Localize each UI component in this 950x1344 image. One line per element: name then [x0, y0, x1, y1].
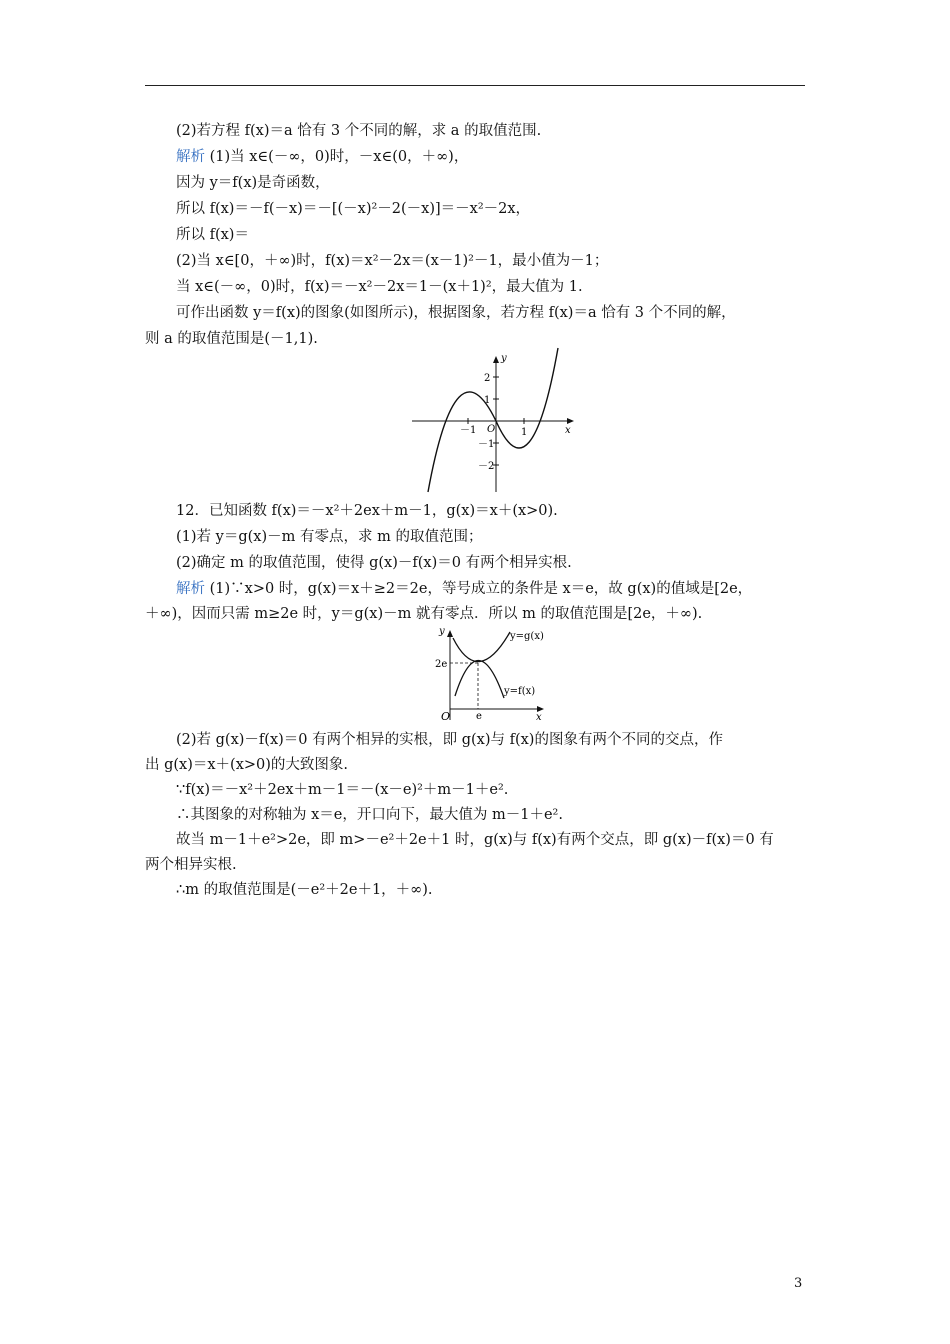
text-line-9: 则 a 的取值范围是(－1,1). [145, 331, 318, 347]
text-line-14: ＋∞)，因而只需 m≥2e 时，y＝g(x)－m 就有零点．所以 m 的取值范围是[2e，＋∞). [145, 606, 703, 622]
text-line-10: 12．已知函数 f(x)＝－x²＋2ex＋m－1，g(x)＝x＋(x>0). [176, 503, 558, 519]
text-line-8: 可作出函数 y＝f(x)的图象(如图所示)，根据图象，若方程 f(x)＝a 恰有 3 个不同的解， [176, 305, 736, 321]
text-line-15: (2)若 g(x)－f(x)＝0 有两个相异的实根，即 g(x)与 f(x)的图象有两个不同的交点，作 [176, 732, 723, 748]
fig1-origin: O [487, 424, 496, 435]
text-line-2: 解析 (1)当 x∈(－∞，0)时，－x∈(0，＋∞)， [176, 149, 469, 165]
text-line-3: 因为 y＝f(x)是奇函数， [176, 175, 330, 191]
fig2-xtick-e: e [476, 711, 482, 722]
fig1-ytick-neg1: －1 [478, 439, 495, 450]
text-line-6: (2)当 x∈[0，＋∞)时，f(x)＝x²－2x＝(x－1)²－1，最小值为－1； [176, 253, 609, 269]
text-line-20: 两个相异实根. [145, 857, 237, 873]
figure-odd-function [410, 346, 576, 494]
analysis-keyword: 解析 [176, 149, 205, 165]
fig1-xtick-neg1: －1 [460, 425, 477, 436]
text-line-1: (2)若方程 f(x)＝a 恰有 3 个不同的解，求 a 的取值范围. [176, 123, 542, 139]
fig1-y-label: y [501, 353, 507, 364]
text-line-13: 解析 (1)∵x>0 时，g(x)＝x＋≥2＝2e，等号成立的条件是 x＝e，故 g(x)的值域是[2e， [176, 581, 753, 597]
text-line-17: ∵f(x)＝－x²＋2ex＋m－1＝－(x－e)²＋m－1＋e². [176, 782, 509, 798]
fig1-x-label: x [565, 425, 571, 436]
figure-g-and-f [430, 622, 552, 722]
header-rule [145, 85, 805, 86]
fig1-ytick-1: 1 [484, 395, 491, 406]
text-line-12: (2)确定 m 的取值范围，使得 g(x)－f(x)＝0 有两个相异实根. [176, 555, 572, 571]
fig2-g-curve [453, 632, 510, 662]
fig1-ytick-neg2: －2 [478, 461, 495, 472]
page-number: 3 [794, 1276, 803, 1291]
fig1-x-arrow [567, 418, 574, 424]
fig2-origin: O [441, 710, 451, 722]
fig2-g-label: y=g(x) [510, 631, 544, 642]
fig2-x-label: x [536, 712, 542, 722]
fig1-y-arrow [493, 356, 499, 363]
analysis-keyword: 解析 [176, 581, 205, 597]
fig2-ytick-2e: 2e [435, 659, 448, 670]
fig2-f-label: y=f(x) [504, 686, 536, 697]
text-line-21: ∴m 的取值范围是(－e²＋2e＋1，＋∞). [176, 882, 433, 898]
fig1-xtick-1: 1 [521, 427, 528, 438]
fig2-f-curve [455, 660, 504, 698]
text-line-7: 当 x∈(－∞，0)时，f(x)＝－x²－2x＝1－(x＋1)²，最大值为 1. [176, 279, 583, 295]
text-line-16: 出 g(x)＝x＋(x>0)的大致图象. [145, 757, 349, 773]
text-line-4: 所以 f(x)＝－f(－x)＝－[(－x)²－2(－x)]＝－x²－2x， [176, 201, 531, 217]
text-line-19: 故当 m－1＋e²>2e，即 m>－e²＋2e＋1 时，g(x)与 f(x)有两个交点，即 g(x)－f(x)＝0 有 [176, 832, 774, 848]
text-line-18: ∴其图象的对称轴为 x＝e，开口向下，最大值为 m－1＋e². [176, 807, 563, 823]
fig1-ytick-2: 2 [484, 373, 491, 384]
fig2-y-label: y [439, 626, 445, 637]
text-line-11: (1)若 y＝g(x)－m 有零点，求 m 的取值范围； [176, 529, 483, 545]
text-line-5: 所以 f(x)＝ [176, 227, 249, 243]
fig2-y-arrow [447, 630, 453, 637]
